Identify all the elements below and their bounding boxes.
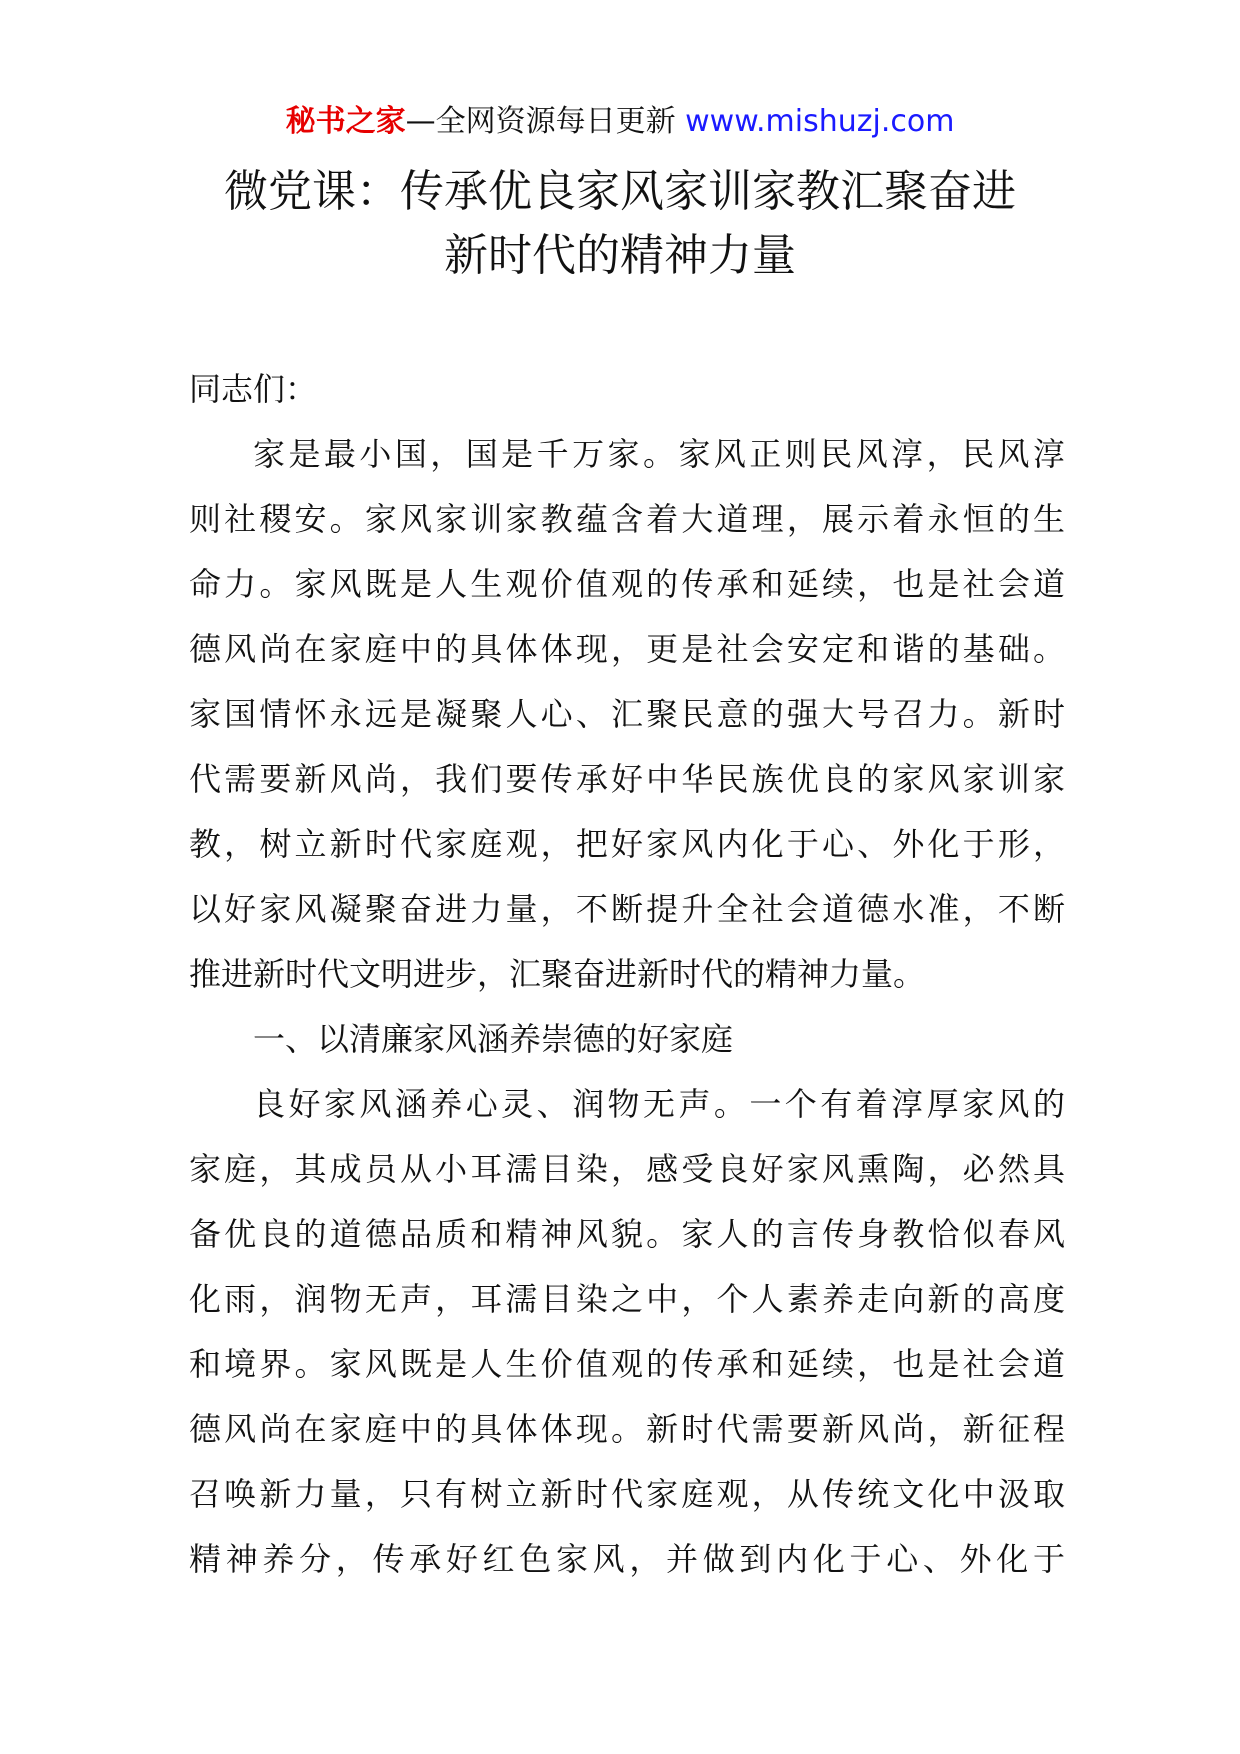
paragraph-line: 精神养分，传承好红色家风，并做到内化于心、外化于 [189,1540,1065,1578]
title-line-1: 微党课：传承优良家风家训家教汇聚奋进 [224,166,1016,217]
salutation: 同志们： [189,370,318,408]
paragraph-line: 德风尚在家庭中的具体体现。新时代需要新风尚，新征程 [189,1410,1065,1448]
paragraph-line: 家庭，其成员从小耳濡目染，感受良好家风熏陶，必然具 [189,1150,1065,1188]
paragraph-line: 以好家风凝聚奋进力量，不断提升全社会道德水准，不断 [189,890,1065,928]
document-body [189,357,1065,1592]
title-line-2: 新时代的精神力量 [444,230,796,281]
paragraph-line: 备优良的道德品质和精神风貌。家人的言传身教恰似春风 [189,1215,1065,1253]
brand-name: 秘书之家 [285,104,406,139]
section-heading: 一、以清廉家风涵养崇德的好家庭 [253,1020,734,1058]
site-header [0,100,1240,144]
paragraph-line: 家国情怀永远是凝聚人心、汇聚民意的强大号召力。新时 [189,695,1065,733]
paragraph-line: 化雨，润物无声，耳濡目染之中，个人素养走向新的高度 [189,1280,1065,1318]
paragraph-line: 代需要新风尚，我们要传承好中华民族优良的家风家训家 [189,760,1065,798]
paragraph-line: 则社稷安。家风家训家教蕴含着大道理，展示着永恒的生 [189,500,1065,538]
paragraph-line: 和境界。家风既是人生价值观的传承和延续，也是社会道 [189,1345,1065,1383]
paragraph-line: 家是最小国，国是千万家。家风正则民风淳，民风淳 [253,435,1065,473]
paragraph-line: 命力。家风既是人生观价值观的传承和延续，也是社会道 [189,565,1065,603]
header-slogan: —全网资源每日更新 [405,104,686,139]
paragraph-line: 良好家风涵养心灵、润物无声。一个有着淳厚家风的 [253,1085,1065,1123]
paragraph-line: 推进新时代文明进步，汇聚奋进新时代的精神力量。 [189,955,926,993]
paragraph-line: 教，树立新时代家庭观，把好家风内化于心、外化于形， [189,825,1065,863]
site-url-link[interactable]: www.mishuzj.com [685,104,955,139]
paragraph-line: 召唤新力量，只有树立新时代家庭观，从传统文化中汲取 [189,1475,1065,1513]
document-title [120,160,1120,288]
paragraph-line: 德风尚在家庭中的具体体现，更是社会安定和谐的基础。 [189,630,1065,668]
